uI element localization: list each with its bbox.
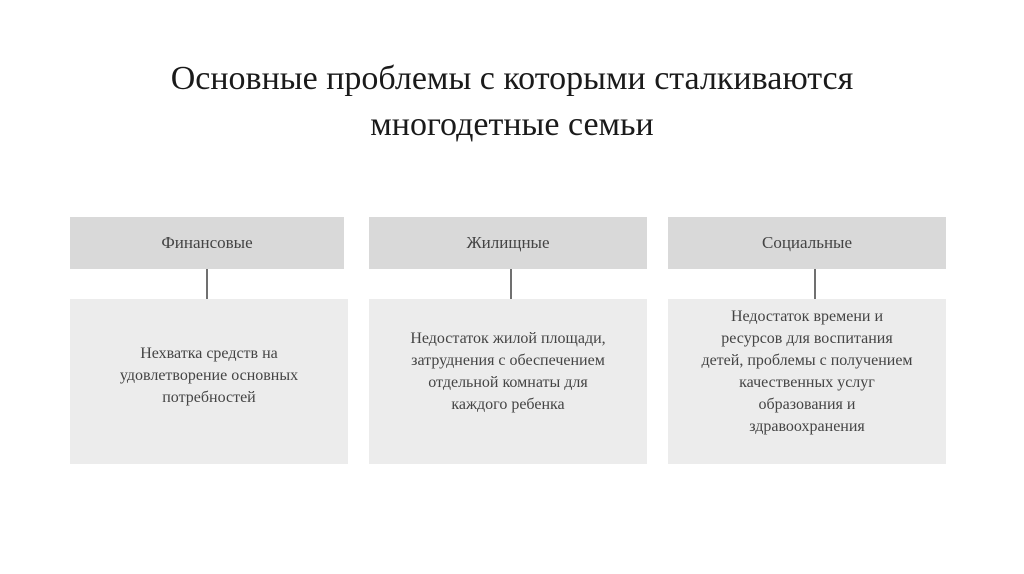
category-description-text: Недостаток жилой площади, затруднения с обеспечением отдельной комнаты для каждого ребенка [410, 329, 606, 413]
category-description-text: Недостаток времени и ресурсов для воспитания детей, проблемы с получением качественных услуг образования и здравоохранения [701, 307, 913, 435]
category-description-financial [70, 299, 348, 464]
slide-title [0, 56, 1024, 148]
category-description-text: Нехватка средств на удовлетворение основных потребностей [119, 344, 299, 406]
category-description-housing [369, 299, 647, 464]
category-header-label: Жилищные [466, 233, 550, 252]
category-header-housing [369, 217, 647, 269]
category-header-label: Социальные [761, 233, 853, 252]
category-header-label: Финансовые [161, 233, 253, 252]
slide-title-line-1: Основные проблемы с которыми сталкиваются [170, 60, 854, 97]
slide-title-line-2: многодетные семьи [370, 106, 654, 143]
category-header-social [668, 217, 946, 269]
category-description-social [668, 299, 946, 464]
category-header-financial [70, 217, 344, 269]
